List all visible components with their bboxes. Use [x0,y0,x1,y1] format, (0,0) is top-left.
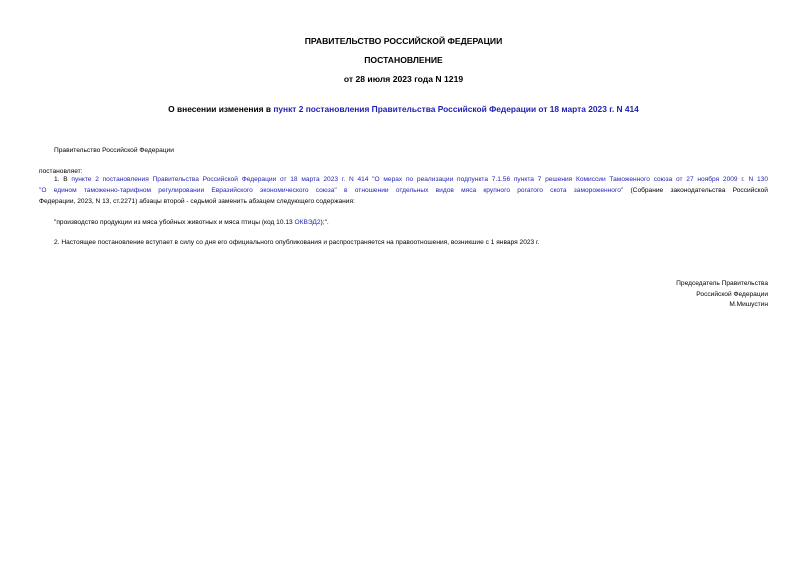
issuing-authority: ПРАВИТЕЛЬСТВО РОССИЙСКОЙ ФЕДЕРАЦИИ [304,36,503,46]
quote-post: );". [320,219,329,226]
paragraph-1-lead: 1. В [54,176,72,183]
paragraph-1 [39,174,768,207]
issuer-line: Правительство Российской Федерации [54,147,174,154]
okved2-link[interactable]: ОКВЭД2 [294,219,321,226]
title-link[interactable]: пункт 2 постановления Правительства Российской Федерации от 18 марта 2023 г. N 414 [273,104,639,114]
quote-pre: "производство продукции из мяса убойных животных и мяса птицы (код 10.13 [54,219,295,226]
document-date-number: от 28 июля 2023 года N 1219 [343,74,464,84]
paragraph-1-link-b[interactable]: "О едином таможенно-тарифном регулировании Евразийского экономического союза" в отношении отдельных видов мяса крупного рогатого скота замороженного" [39,187,624,194]
signature-title-1: Председатель Правительства [676,280,768,287]
signature-name: М.Мишустин [729,301,768,308]
paragraph-1-tail: (Собрание законодательства Российской [623,187,768,194]
paragraph-1-line-2 [39,185,768,196]
signature-title-2: Российской Федерации [696,291,768,298]
document-type: ПОСТАНОВЛЕНИЕ [364,55,443,65]
paragraph-1-line-1 [39,174,768,185]
document-title [0,104,807,115]
decrees-line: постановляет: [39,168,83,175]
paragraph-1-line-3: Федерации, 2023, N 13, ст.2271) абзацы второй - седьмой заменить абзацем следующего содержания: [39,198,355,205]
title-prefix: О внесении изменения в [168,104,274,114]
paragraph-2: 2. Настоящее постановление вступает в силу со дня его официального опубликования и распространяется на правоотношения, возникшие с 1 января 2023 г. [54,239,540,246]
paragraph-1-link-a[interactable]: пункте 2 постановления Правительства Российской Федерации от 18 марта 2023 г. N 414 "О мерах по реализации подпункта 7.1.56 пункта 7 решения Комиссии Таможенного союза от 27 ноября 2009 г. N 130 [71,176,769,183]
quoted-paragraph [54,218,329,227]
